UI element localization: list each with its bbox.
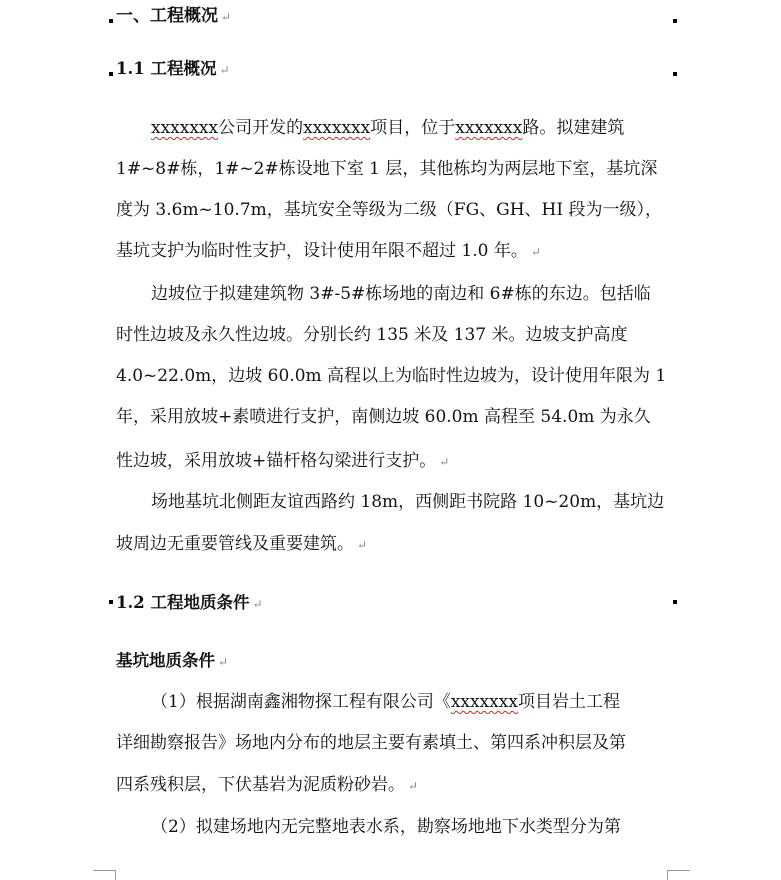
text-run: 坡周边无重要管线及重要建筑。: [116, 534, 354, 554]
paragraph-format-marker: [109, 72, 113, 76]
paragraph-mark: ↵: [439, 455, 450, 469]
para1-line3: 度为 3.6m~10.7m，基坑安全等级为二级（FG、GH、HI 段为一级），: [116, 200, 662, 220]
heading-1: [116, 5, 231, 28]
text-run: （1）根据湖南鑫湘物探工程有限公司《: [151, 692, 451, 712]
para3-line2: [116, 532, 670, 557]
heading-1-2: [116, 592, 263, 615]
para5-line1: （2）拟建场地内无完整地表水系，勘察场地地下水类型分为第: [151, 817, 621, 837]
paragraph-format-marker: [673, 19, 677, 23]
text-run: 性边坡，采用放坡+锚杆格勾梁进行支护。: [116, 451, 437, 471]
para2-line2: 时性边坡及永久性边坡。分别长约 135 米及 137 米。边坡支护高度: [116, 325, 628, 345]
placeholder-company: xxxxxxx: [151, 118, 219, 138]
para2-line5: [116, 449, 670, 474]
heading-1-2-text: 1.2 工程地质条件: [116, 593, 250, 612]
subheading-text: 基坑地质条件: [116, 651, 215, 670]
paragraph-mark: ↵: [252, 597, 263, 611]
paragraph-format-marker: [673, 600, 677, 604]
paragraph-mark: ↵: [221, 10, 232, 24]
paragraph-mark: ↵: [357, 538, 368, 552]
text-run: 四系残积层，下伏基岩为泥质粉砂岩。: [116, 775, 405, 795]
para1-line1: [151, 116, 670, 140]
para2-line4: 年，采用放坡+素喷进行支护，南侧边坡 60.0m 高程至 54.0m 为永久: [116, 407, 651, 427]
placeholder-project: xxxxxxx: [303, 118, 371, 138]
para4-line1: [151, 690, 670, 714]
para1-line2: 1#~8#栋，1#~2#栋设地下室 1 层，其他栋均为两层地下室，基坑深: [116, 159, 658, 179]
para2-line1: 边坡位于拟建建筑物 3#-5#栋场地的南边和 6#栋的东边。包括临: [151, 284, 651, 304]
para2-line3: 4.0~22.0m，边坡 60.0m 高程以上为临时性边坡为，设计使用年限为 1: [116, 366, 667, 386]
para4-line2: 详细勘察报告》场地内分布的地层主要有素填土、第四系冲积层及第: [116, 733, 626, 753]
heading-1-text: 一、工程概况: [116, 6, 218, 26]
text-run: 基坑支护为临时性支护，设计使用年限不超过 1.0 年。: [116, 241, 528, 261]
paragraph-mark: ↵: [408, 779, 419, 793]
paragraph-format-marker: [109, 19, 113, 23]
paragraph-mark: ↵: [219, 63, 230, 77]
paragraph-mark: ↵: [218, 655, 229, 669]
text-run: 项目岩土工程: [517, 692, 620, 712]
placeholder-project: xxxxxxx: [450, 692, 518, 712]
para3-line1: 场地基坑北侧距友谊西路约 18m，西侧距书院路 10~20m，基坑边: [151, 492, 665, 512]
text-run: 路。拟建建筑: [522, 118, 625, 138]
para4-line3: [116, 773, 670, 798]
subheading: [116, 650, 228, 673]
paragraph-format-marker: [673, 72, 677, 76]
heading-1-1-text: 1.1 工程概况: [116, 59, 217, 78]
paragraph-mark: ↵: [530, 245, 541, 259]
heading-1-1: [116, 58, 230, 81]
text-run: 公司开发的: [218, 118, 304, 138]
paragraph-format-marker: [109, 600, 113, 604]
text-run: 项目，位于: [370, 118, 456, 138]
placeholder-road: xxxxxxx: [455, 118, 523, 138]
para1-line4: [116, 239, 670, 264]
